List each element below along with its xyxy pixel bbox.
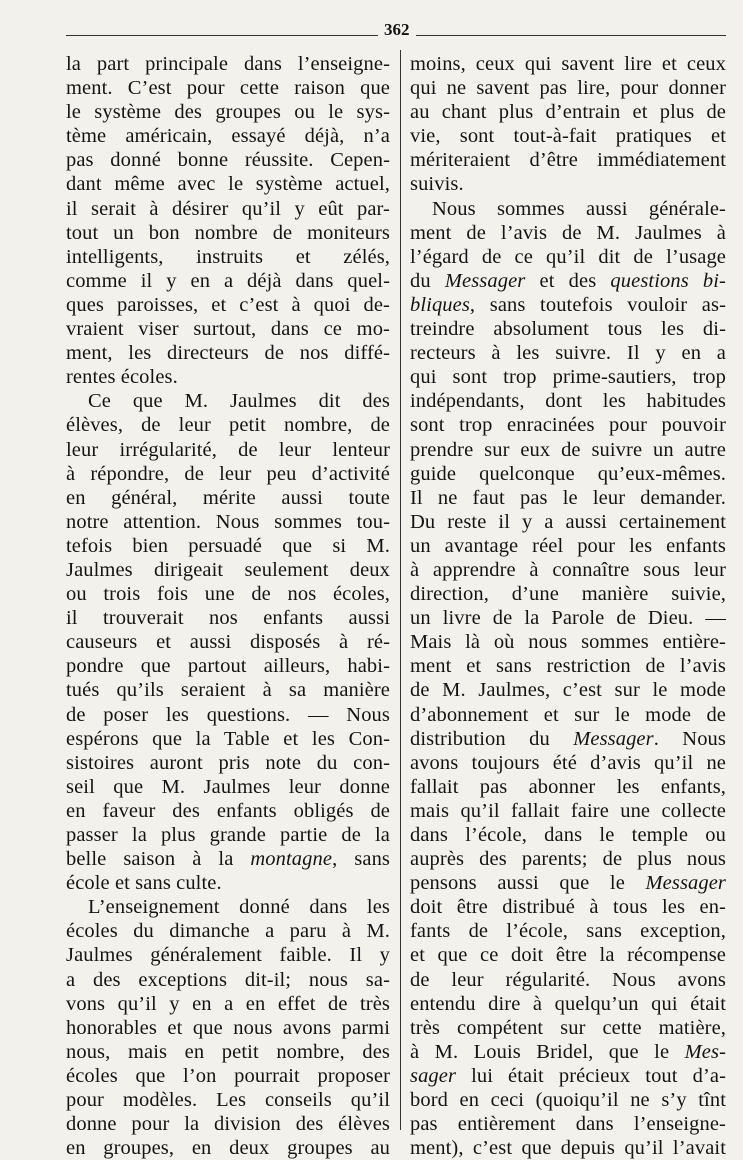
text-line: il trouverait nos enfants aussi bbox=[66, 607, 390, 630]
text-line bbox=[410, 293, 726, 317]
text-line: bord en ceci (quoiqu’il ne s’y tînt bbox=[410, 1089, 726, 1112]
text-line: direction, d’une manière suivie, bbox=[410, 583, 726, 606]
text-line: au chant plus d’entrain et plus de bbox=[410, 101, 726, 124]
text-line: écoles du dimanche a paru à M. bbox=[66, 920, 390, 943]
text-line: avons toujours été d’avis qu’il ne bbox=[410, 751, 726, 774]
text-line: ment), c’est que depuis qu’il l’avait bbox=[410, 1137, 726, 1160]
text-line: pour modèles. Les conseils qu’il bbox=[66, 1089, 390, 1112]
text-line: élèves, de leur petit nombre, de bbox=[66, 414, 390, 437]
text-line: auprès des parents; de plus nous bbox=[410, 848, 726, 871]
text-line: de M. Jaulmes, c’est sur le mode bbox=[410, 679, 726, 702]
italic-text: montagne bbox=[250, 848, 333, 871]
text-line: ment, les directeurs de nos diffé- bbox=[66, 342, 390, 365]
text-line: école et sans culte. bbox=[66, 872, 222, 895]
text-line: passer la plus grande partie de la bbox=[66, 824, 390, 846]
text-line: fants de l’école, sans exception, bbox=[410, 920, 726, 943]
italic-text: Messager bbox=[645, 872, 726, 895]
text-line: guide quelconque qu’eux-mêmes. bbox=[410, 462, 726, 485]
text-line: dant même avec le système actuel, bbox=[66, 173, 390, 196]
text-line: en général, mérite aussi toute bbox=[66, 486, 390, 509]
text-line: ou trois fois une de nos écoles, bbox=[66, 583, 390, 606]
text-line: ment. C’est pour cette raison que bbox=[66, 77, 390, 100]
text-line bbox=[410, 1064, 726, 1088]
page-header bbox=[66, 20, 726, 46]
text-segment: à M. Louis Bridel, que le bbox=[410, 1040, 685, 1063]
text-line: recteurs à les suivre. Il y en a bbox=[410, 342, 726, 365]
text-line: en faveur des enfants obligés de bbox=[66, 799, 390, 822]
text-line: seil que M. Jaulmes leur donne bbox=[66, 775, 390, 798]
text-line: de poser les questions. — Nous bbox=[66, 703, 390, 726]
text-line: indépendants, dont les habitudes bbox=[410, 390, 726, 413]
text-line: doit être distribué à tous les en- bbox=[410, 896, 726, 919]
text-line bbox=[410, 269, 726, 293]
text-segment: , sans bbox=[332, 848, 390, 871]
text-segment: , sans toutefois vouloir as- bbox=[469, 293, 726, 316]
text-line: donne pour la division des élèves bbox=[66, 1113, 390, 1136]
text-line: vons qu’il y en a en effet de très bbox=[66, 992, 390, 1015]
text-line: l’égard de ce qu’il dit de l’usage bbox=[410, 245, 726, 268]
italic-text: questions bi- bbox=[610, 269, 726, 292]
text-line: d’abonnement et sur le mode de bbox=[410, 703, 726, 726]
text-line: leur irrégularité, de leur lenteur bbox=[66, 438, 390, 461]
text-line: tefois bien persuadé que si M. bbox=[66, 534, 390, 557]
text-segment: . Nous bbox=[653, 727, 726, 750]
right-column bbox=[410, 52, 726, 1160]
text-line: en groupes, en deux groupes au bbox=[66, 1137, 390, 1160]
column-divider bbox=[400, 50, 401, 1130]
text-line: sont trop enracinées pour pouvoir bbox=[410, 414, 726, 437]
text-line: tout un bon nombre de moniteurs bbox=[66, 221, 390, 244]
text-line: très compétent sur cette matière, bbox=[410, 1016, 726, 1039]
text-line: intelligents, instruits et zélés, bbox=[66, 245, 390, 268]
text-line: pondre que partout ailleurs, habi- bbox=[66, 655, 390, 678]
text-line: comme il y en a déjà dans quel- bbox=[66, 269, 390, 292]
text-line: Nous sommes aussi générale- bbox=[432, 197, 726, 220]
text-line: tués qu’ils seraient à sa manière bbox=[66, 679, 390, 702]
text-line: Jaulmes dirigeait seulement deux bbox=[66, 558, 390, 581]
text-line: causeurs et aussi disposés à ré- bbox=[66, 631, 390, 654]
text-line bbox=[410, 1040, 726, 1064]
text-line: la part principale dans l’enseigne- bbox=[66, 53, 390, 75]
text-line: prendre sur eux de suivre un autre bbox=[410, 438, 726, 461]
text-line: suivis. bbox=[410, 173, 464, 196]
text-line: un livre de la Parole de Dieu. — bbox=[410, 607, 726, 630]
text-segment: distribution du bbox=[410, 727, 574, 750]
text-line: il serait à désirer qu’il y eût par- bbox=[66, 197, 390, 220]
text-line: un avantage réel pour les enfants bbox=[410, 534, 726, 557]
text-line: fallait pas abonner les enfants, bbox=[410, 775, 726, 798]
text-segment: pensons aussi que le bbox=[410, 872, 646, 895]
text-segment: et des bbox=[525, 269, 611, 292]
italic-text: bliques bbox=[410, 293, 470, 316]
text-line: mériteraient d’être immédiatement bbox=[410, 149, 726, 172]
italic-text: sager bbox=[410, 1064, 457, 1087]
text-line: a des exceptions dit-il; nous sa- bbox=[66, 968, 390, 991]
text-line: espérons que la Table et les Con- bbox=[66, 727, 390, 750]
text-line: honorables et que nous avons parmi bbox=[66, 1016, 390, 1039]
text-segment: du bbox=[410, 269, 445, 292]
text-line: ment et sans restriction de l’avis bbox=[410, 655, 726, 678]
text-line: qui sont trop prime-sautiers, trop bbox=[410, 366, 726, 389]
text-line: à apprendre à connaître sous leur bbox=[410, 558, 726, 581]
text-line: le système des groupes ou le sys- bbox=[66, 101, 390, 124]
text-line: sistoires auront pris note du con- bbox=[66, 751, 390, 774]
text-line: tème américain, essayé déjà, n’a bbox=[66, 125, 390, 148]
text-line: de leur régularité. Nous avons bbox=[410, 968, 726, 991]
text-line: entendu dire à quelqu’un qui était bbox=[410, 992, 726, 1015]
text-line: rentes écoles. bbox=[66, 366, 178, 389]
text-line bbox=[410, 871, 726, 895]
text-line: vraient viser surtout, dans ce mo- bbox=[66, 318, 390, 341]
text-line: et que ce doit être la récompense bbox=[410, 944, 726, 967]
text-line: vie, sont tout-à-fait pratiques et bbox=[410, 125, 726, 148]
text-line: Ce que M. Jaulmes dit des bbox=[88, 390, 390, 413]
text-line: moins, ceux qui savent lire et ceux bbox=[410, 53, 726, 75]
text-line bbox=[66, 847, 390, 871]
text-segment: belle saison à la bbox=[66, 848, 251, 871]
text-segment: lui était précieux tout d’a- bbox=[456, 1064, 726, 1087]
text-line: mais qu’il fallait faire une collecte bbox=[410, 799, 726, 822]
italic-text: Mes- bbox=[684, 1040, 726, 1063]
text-line: dans l’école, dans le temple ou bbox=[410, 824, 726, 846]
italic-text: Messager bbox=[444, 269, 526, 292]
text-line: Il ne faut pas le leur demander. bbox=[410, 486, 726, 509]
page-number: 362 bbox=[378, 20, 416, 40]
left-column bbox=[66, 52, 390, 1160]
text-line: ques paroisses, et c’est à quoi de- bbox=[66, 293, 390, 316]
italic-text: Messager bbox=[573, 727, 654, 750]
text-line bbox=[410, 727, 726, 751]
text-line: nous, mais en petit nombre, des bbox=[66, 1040, 390, 1063]
text-line: L’enseignement donné dans les bbox=[88, 896, 390, 919]
text-line: à répondre, de leur peu d’activité bbox=[66, 462, 390, 485]
text-line: Du reste il y a aussi certainement bbox=[410, 510, 726, 533]
text-line: ment de l’avis de M. Jaulmes à bbox=[410, 221, 726, 244]
text-line: notre attention. Nous sommes tou- bbox=[66, 510, 390, 533]
text-line: qui ne savent pas lire, pour donner bbox=[410, 77, 726, 100]
text-line: pas donné bonne réussite. Cepen- bbox=[66, 149, 390, 172]
text-line: Jaulmes généralement faible. Il y bbox=[66, 944, 390, 967]
text-line: Mais là où nous sommes entière- bbox=[410, 631, 726, 654]
text-line: treindre absolument tous les di- bbox=[410, 318, 726, 341]
text-line: écoles que l’on pourrait proposer bbox=[66, 1064, 390, 1087]
text-line: pas entièrement dans l’enseigne- bbox=[410, 1113, 726, 1136]
